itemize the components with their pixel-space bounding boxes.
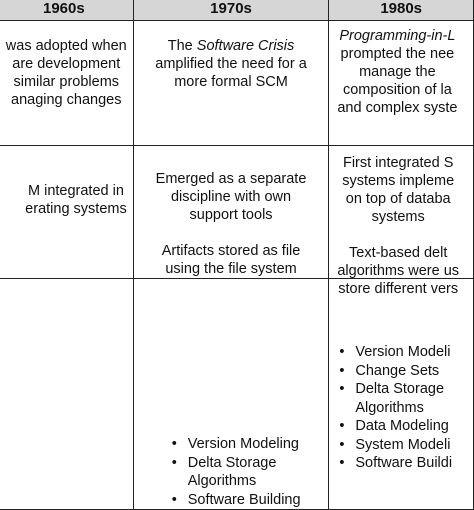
list-item: • Data Modeling xyxy=(337,417,452,436)
list-item: • Delta Storage xyxy=(337,380,452,399)
cell-1980s-evolution xyxy=(329,146,474,297)
text-line xyxy=(134,37,329,55)
text-line: Emerged as a separate xyxy=(155,171,307,187)
software-crisis-term: Software Crisis xyxy=(196,38,295,54)
text-line: using the file system xyxy=(165,261,297,277)
text-line: systems xyxy=(371,209,425,225)
text-line: store different vers xyxy=(338,281,459,297)
text-line: prompted the nee xyxy=(340,46,455,62)
text-line xyxy=(337,27,457,45)
list-item: Algorithms xyxy=(355,399,424,416)
text-line: and complex syste xyxy=(337,100,458,116)
text-line: more formal SCM xyxy=(174,74,288,90)
text-line: support tools xyxy=(189,207,273,223)
cell-1960s-topics xyxy=(0,279,133,510)
header-1970s: 1970s xyxy=(133,0,329,21)
text-line: algorithms were us xyxy=(337,263,460,279)
cell-1960s-motivation xyxy=(0,21,133,146)
text-line: are development xyxy=(12,56,121,72)
text-fragment: The xyxy=(167,38,197,54)
text-line: systems impleme xyxy=(342,173,455,189)
cell-1970s-topics xyxy=(133,279,329,510)
topic-list-1980s xyxy=(337,343,452,473)
text-line: composition of la xyxy=(342,82,452,98)
cell-1960s-evolution xyxy=(0,146,133,279)
text-line: M integrated in xyxy=(27,183,124,199)
text-line: was adopted when xyxy=(5,38,127,54)
header-1960s: 1960s xyxy=(0,0,133,21)
list-item: • Version Modeli xyxy=(337,343,452,362)
list-item: Algorithms xyxy=(187,473,257,489)
cell-1980s-topics xyxy=(329,279,474,510)
list-item: • System Modeli xyxy=(337,436,452,455)
cell-1970s-motivation xyxy=(133,21,329,146)
topic-list-1970s xyxy=(170,435,329,509)
text-line: Artifacts stored as file xyxy=(161,243,301,259)
list-item: • Delta Storage xyxy=(170,454,329,473)
programming-in-large-term: Programming-in-L xyxy=(339,28,456,44)
header-1980s: 1980s xyxy=(329,0,474,21)
text-line: First integrated S xyxy=(342,155,454,171)
text-line: similar problems xyxy=(13,74,120,90)
text-line: amplified the need for a xyxy=(155,56,307,72)
list-item: • Version Modeling xyxy=(170,435,329,454)
text-line: Text-based delt xyxy=(349,245,448,261)
text-line: manage the xyxy=(359,64,436,80)
text-line: discipline with own xyxy=(170,189,292,205)
cell-1980s-motivation xyxy=(329,21,474,146)
text-line: anaging changes xyxy=(11,92,122,108)
list-item: • Software Building xyxy=(170,491,329,510)
list-item: • Change Sets xyxy=(337,362,452,381)
list-item: • Software Buildi xyxy=(337,454,452,473)
cell-1970s-evolution xyxy=(133,146,329,279)
text-line: erating systems xyxy=(25,201,127,217)
text-line: on top of databa xyxy=(345,191,451,207)
